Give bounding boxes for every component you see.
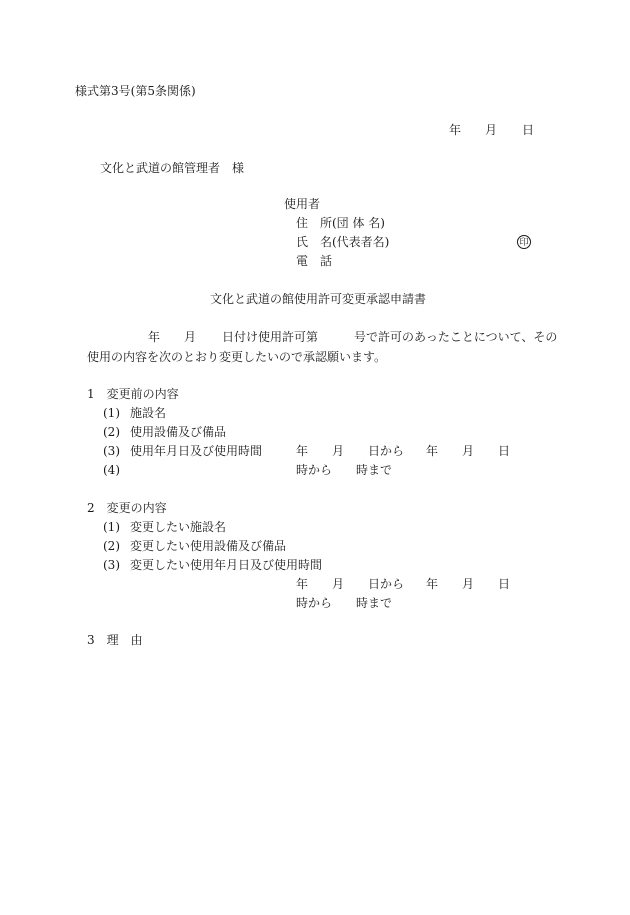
section2-item-label: 変更したい施設名 xyxy=(130,520,227,534)
section1-item-label: 施設名 xyxy=(130,406,167,420)
section2-item-label: 変更したい使用設備及び備品 xyxy=(130,539,287,553)
section2-time-to: 時まで xyxy=(356,596,393,610)
body-month-label: 月 xyxy=(184,330,197,344)
section2-start-month: 月 xyxy=(332,577,345,591)
section1-start-month: 月 xyxy=(332,444,345,458)
section2-end-year: 年 xyxy=(426,577,439,591)
applicant-name-label: 氏 名(代表者名) xyxy=(296,235,390,249)
section2-end-day: 日 xyxy=(498,577,511,591)
body-line-2: 使用の内容を次のとおり変更したいので承認願います。 xyxy=(87,350,387,364)
section1-time-from: 時から xyxy=(296,463,333,477)
section2-end-month: 月 xyxy=(462,577,475,591)
applicant-phone-label: 電 話 xyxy=(296,254,333,268)
addressee: 文化と武道の館管理者 様 xyxy=(100,161,245,175)
section1-item-label: 使用年月日及び使用時間 xyxy=(130,444,263,458)
section2-item-num: (3) xyxy=(103,558,120,572)
section1-end-year: 年 xyxy=(426,444,439,458)
section1-item-num: (2) xyxy=(103,425,120,439)
section3-heading: 3 理 由 xyxy=(87,633,143,647)
date-day-label: 日 xyxy=(522,123,535,137)
body-year-label: 年 xyxy=(148,330,161,344)
date-month-label: 月 xyxy=(485,123,498,137)
section2-time-from: 時から xyxy=(296,596,333,610)
section1-item-num: (3) xyxy=(103,444,120,458)
applicant-address-label: 住 所(団 体 名) xyxy=(296,216,385,230)
section2-item-num: (1) xyxy=(103,520,120,534)
section2-heading: 2 変更の内容 xyxy=(87,501,167,515)
applicant-heading: 使用者 xyxy=(284,197,321,211)
section2-item-label: 変更したい使用年月日及び使用時間 xyxy=(130,558,323,572)
section2-start-day: 日から xyxy=(368,577,405,591)
body-day-permit-text: 日付け使用許可第 xyxy=(222,330,319,344)
section1-heading: 1 変更前の内容 xyxy=(87,387,179,401)
section1-item-num: (1) xyxy=(103,406,120,420)
section1-end-month: 月 xyxy=(462,444,475,458)
section1-end-day: 日 xyxy=(498,444,511,458)
body-number-text: 号で許可のあったことについて、その xyxy=(354,330,558,344)
date-year-label: 年 xyxy=(449,123,462,137)
section1-item-label: 使用設備及び備品 xyxy=(130,425,227,439)
section2-start-year: 年 xyxy=(296,577,309,591)
section1-item-num: (4) xyxy=(103,463,120,477)
section1-time-to: 時まで xyxy=(356,463,393,477)
document-title: 文化と武道の館使用許可変更承認申請書 xyxy=(210,292,427,306)
seal-mark: 印 xyxy=(517,235,531,249)
section2-item-num: (2) xyxy=(103,539,120,553)
section1-start-year: 年 xyxy=(296,444,309,458)
form-number: 様式第3号(第5条関係) xyxy=(75,84,196,98)
section1-start-day: 日から xyxy=(368,444,405,458)
